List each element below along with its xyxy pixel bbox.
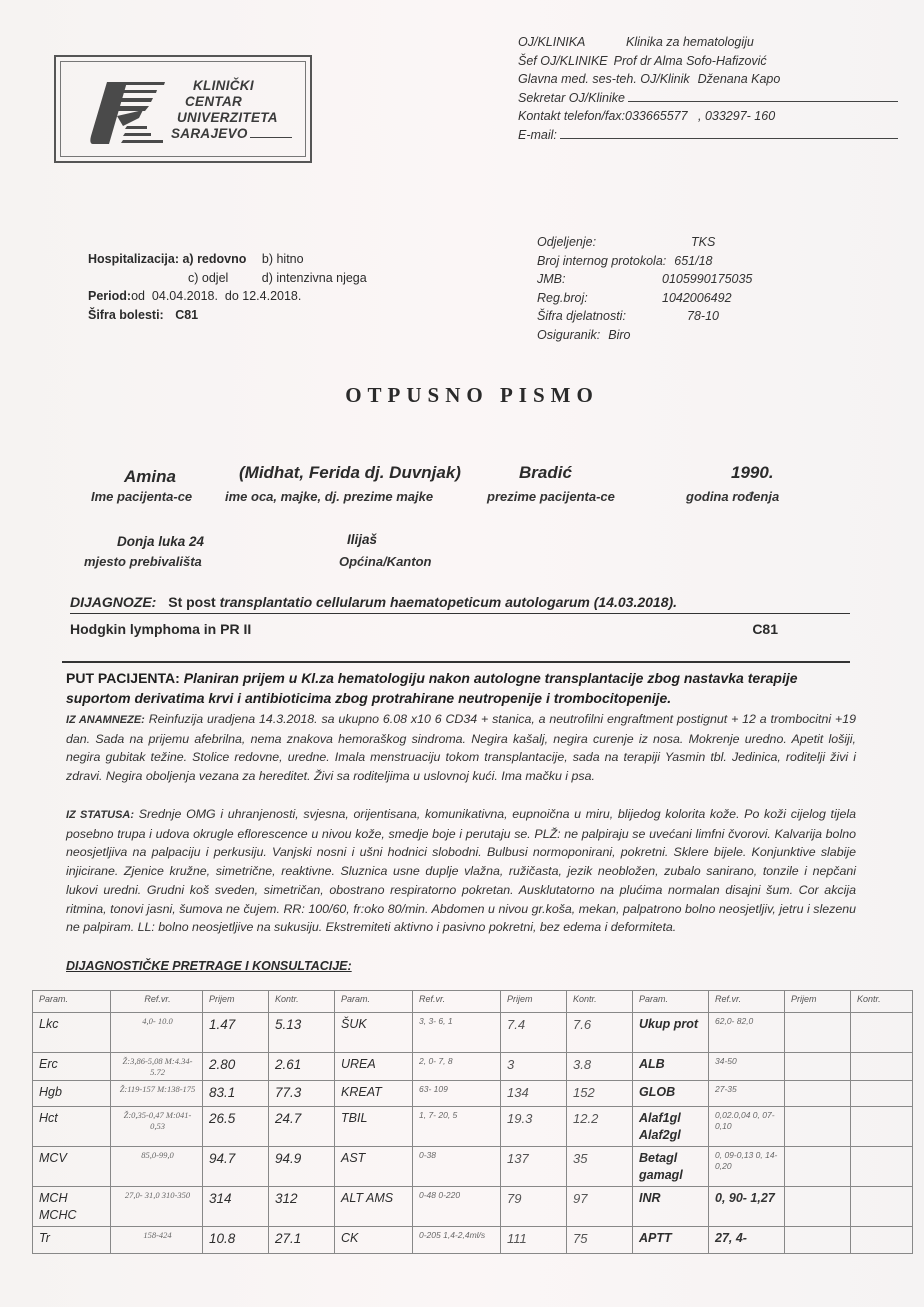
header-ref-1: Ref.vr.: [111, 991, 203, 1013]
lab-cell-kontr-1: 5.13: [269, 1013, 335, 1053]
lab-cell-param-2: ALT AMS: [335, 1187, 413, 1227]
header-ref-2: Ref.vr.: [413, 991, 501, 1013]
header-prijem-3: Prijem: [785, 991, 851, 1013]
lab-cell-param-3: Alaf1gl Alaf2gl: [633, 1107, 709, 1147]
logo-line-sarajevo-row: [171, 126, 292, 142]
diagnosis-secondary: Hodgkin lymphoma in PR II: [70, 621, 252, 637]
lab-results-table: [32, 990, 913, 1254]
patient-last-name-label: prezime pacijenta-ce: [487, 489, 615, 504]
logo-line-univerziteta: UNIVERZITETA: [177, 110, 278, 125]
clinic-oj-label: OJ/KLINIKA: [518, 35, 586, 49]
lab-cell-param-2: KREAT: [335, 1081, 413, 1107]
patient-address-label: mjesto prebivališta: [84, 554, 202, 569]
clinic-oj-row: [518, 33, 898, 52]
lab-cell-kontr-1: 24.7: [269, 1107, 335, 1147]
hospitalization-option-d: d) intenzivna njega: [261, 270, 367, 285]
clinic-nurse-row: [518, 70, 898, 89]
lab-cell-ref-2: 2, 0- 7, 8: [413, 1053, 501, 1081]
lab-cell-ref-1: Ž:0,35-0,47 M:041-0,53: [111, 1107, 203, 1147]
lab-cell-ref-1: 27,0- 31,0 310-350: [111, 1187, 203, 1227]
lab-cell-ref-2: 3, 3- 6, 1: [413, 1013, 501, 1053]
insured-row: [537, 326, 752, 345]
document-title: OTPUSNO PISMO: [345, 383, 599, 407]
patient-first-name: Amina: [124, 467, 176, 486]
period-row: [88, 287, 367, 306]
lab-cell-prijem-3: [785, 1053, 851, 1081]
reg-number-label: Reg.broj:: [537, 290, 588, 305]
anamnesis-text: Reinfuzija uradjena 14.3.2018. sa ukupno 6.08 x10 6 CD34 + stanica, a neutrofilni engraftment postignut + 12 a trombocitni +19 dan. Sada na prijemu afebrilna, nema znakova hemoraškog sindroma. Negira kašalj, negira curenje iz nosa. Mokrenje uredno. Apetit lošiji, negira gubitak težine. Stolice redovne, uredne. Imala menstruaciju tokom transplantacije, sada na terapiji Yasmin tbl. Jedinica, roditelji živi i zdravi. Negira oboljenja vezana za hereditet. Živi sa roditeljima u uslovnoj kući. Ima mačku i psa.: [66, 712, 857, 784]
hospitalization-label: Hospitalizacija:: [88, 252, 179, 266]
lab-cell-kontr-1: 312: [269, 1187, 335, 1227]
patient-parents: (Midhat, Ferida dj. Duvnjak): [239, 463, 461, 482]
lab-cell-ref-1: 4,0- 10.0: [111, 1013, 203, 1053]
lab-cell-kontr-3: [851, 1013, 913, 1053]
lab-cell-kontr-1: 27.1: [269, 1227, 335, 1254]
lab-cell-param-1: MCH MCHC: [33, 1187, 111, 1227]
lab-row: [33, 1013, 913, 1053]
protocol-label: Broj internog protokola:: [537, 253, 667, 268]
clinic-contact-row: [518, 107, 898, 126]
lab-cell-kontr-1: 94.9: [269, 1147, 335, 1187]
lab-cell-prijem-2: 111: [501, 1227, 567, 1254]
lab-cell-kontr-3: [851, 1081, 913, 1107]
lab-cell-ref-1: Ž:119-157 M:138-175: [111, 1081, 203, 1107]
lab-row: [33, 1107, 913, 1147]
lab-cell-kontr-3: [851, 1053, 913, 1081]
patient-last-name: Bradić: [519, 463, 572, 482]
patient-municipality: Ilijaš: [347, 532, 378, 547]
patient-municipality-label: Općina/Kanton: [339, 554, 432, 569]
clinic-secretary-row: [518, 89, 898, 108]
lab-cell-prijem-2: 3: [501, 1053, 567, 1081]
logo-line-centar: CENTAR: [185, 94, 243, 109]
logo-line-klinicki: KLINIČKI: [193, 78, 254, 93]
lab-cell-prijem-2: 137: [501, 1147, 567, 1187]
lab-cell-param-3: INR: [633, 1187, 709, 1227]
hospital-logo: [54, 55, 312, 163]
lab-cell-ref-3: 34-50: [709, 1053, 785, 1081]
patient-birth-year: 1990.: [731, 463, 774, 482]
lab-cell-param-1: Tr: [33, 1227, 111, 1254]
lab-cell-prijem-1: 1.47: [203, 1013, 269, 1053]
lab-cell-ref-1: 158-424: [111, 1227, 203, 1254]
lab-cell-kontr-3: [851, 1107, 913, 1147]
lab-cell-prijem-2: 19.3: [501, 1107, 567, 1147]
period-label: Period:: [88, 289, 132, 303]
anamnesis-label: IZ ANAMNEZE:: [66, 714, 145, 726]
lab-cell-kontr-1: 2.61: [269, 1053, 335, 1081]
department-label: Odjeljenje:: [537, 235, 597, 249]
clinic-contact-value: 033665577 , 033297- 160: [625, 109, 776, 123]
patient-course: [66, 668, 856, 708]
lab-cell-param-2: ŠUK: [335, 1013, 413, 1053]
lab-row: [33, 1187, 913, 1227]
section-divider: [62, 661, 850, 663]
lab-row: [33, 1053, 913, 1081]
lab-cell-param-3: GLOB: [633, 1081, 709, 1107]
lab-cell-ref-2: 63- 109: [413, 1081, 501, 1107]
lab-cell-kontr-2: 75: [567, 1227, 633, 1254]
header-param-2: Param.: [335, 991, 413, 1013]
activity-code-value: 78-10: [687, 309, 719, 323]
lab-cell-ref-2: 0-48 0-220: [413, 1187, 501, 1227]
clinic-nurse-value: Dženana Kapo: [697, 72, 781, 86]
lab-cell-param-1: Hgb: [33, 1081, 111, 1107]
diagnosis-secondary-code: C81: [752, 621, 778, 637]
logo-text: [171, 78, 292, 142]
department-value: TKS: [691, 235, 716, 249]
lab-cell-ref-1: 85,0-99,0: [111, 1147, 203, 1187]
lab-cell-ref-2: 1, 7- 20, 5: [413, 1107, 501, 1147]
lab-cell-prijem-3: [785, 1187, 851, 1227]
status-paragraph: [66, 805, 856, 937]
secretary-blank-line: [628, 89, 898, 102]
lab-table-body: [33, 1013, 913, 1254]
header-param-3: Param.: [633, 991, 709, 1013]
clinic-chief-value: Prof dr Alma Sofo-Hafizović: [613, 53, 767, 68]
lab-cell-param-1: Lkc: [33, 1013, 111, 1053]
diagnosis-primary-prefix: St post: [168, 594, 216, 610]
patient-course-label: PUT PACIJENTA:: [66, 670, 180, 686]
protocol-value: 651/18: [674, 253, 713, 268]
patient-first-name-label: Ime pacijenta-ce: [91, 489, 193, 504]
lab-row: [33, 1081, 913, 1107]
lab-cell-prijem-2: 7.4: [501, 1013, 567, 1053]
lab-cell-ref-3: 0,02.0,04 0, 07-0,10: [709, 1107, 785, 1147]
lab-cell-prijem-1: 10.8: [203, 1227, 269, 1254]
lab-cell-param-3: ALB: [633, 1053, 709, 1081]
lab-cell-param-2: AST: [335, 1147, 413, 1187]
diagnosis-primary: [168, 594, 677, 610]
lab-cell-param-1: Hct: [33, 1107, 111, 1147]
lab-row: [33, 1227, 913, 1254]
lab-cell-kontr-2: 3.8: [567, 1053, 633, 1081]
anamnesis-paragraph: [66, 710, 856, 786]
jmb-label: JMB:: [537, 272, 566, 286]
activity-code-row: [537, 307, 752, 326]
lab-cell-kontr-2: 12.2: [567, 1107, 633, 1147]
department-row: [537, 233, 752, 252]
lab-cell-param-1: Erc: [33, 1053, 111, 1081]
clinic-chief-row: [518, 52, 898, 71]
diagnosis-primary-row: [70, 594, 850, 614]
logo-line-sarajevo: SARAJEVO: [171, 126, 248, 141]
patient-course-text: Planiran prijem u Kl.za hematologiju nakon autologne transplantacije zbog nastavka terapije suportom derivatima krvi i antibioticima zbog protrahirane neutropenije i trombocitopenije.: [66, 670, 798, 706]
lab-cell-param-2: UREA: [335, 1053, 413, 1081]
header-kontr-3: Kontr.: [851, 991, 913, 1013]
hospitalization-option-b: b) hitno: [261, 252, 304, 266]
lab-cell-prijem-1: 83.1: [203, 1081, 269, 1107]
lab-cell-ref-2: 0-38: [413, 1147, 501, 1187]
clinic-email-row: [518, 126, 898, 145]
header-kontr-2: Kontr.: [567, 991, 633, 1013]
department-block: [537, 233, 752, 344]
hospitalization-row-1: [88, 250, 367, 269]
protocol-row: [537, 252, 752, 271]
disease-code-row: [88, 306, 367, 325]
hospitalization-option-c: c) odjel: [188, 270, 229, 285]
reg-number-row: [537, 289, 752, 308]
clinic-nurse-label: Glavna med. ses-teh. OJ/Klinik: [518, 72, 690, 86]
lab-cell-prijem-3: [785, 1147, 851, 1187]
lab-cell-prijem-1: 2.80: [203, 1053, 269, 1081]
header-param-1: Param.: [33, 991, 111, 1013]
lab-cell-prijem-1: 314: [203, 1187, 269, 1227]
diagnostics-heading: DIJAGNOSTIČKE PRETRAGE I KONSULTACIJE:: [66, 959, 352, 973]
diagnosis-primary-text: transplantatio cellularum haematopeticum autologarum (14.03.2018).: [219, 594, 678, 610]
lab-cell-ref-3: 27-35: [709, 1081, 785, 1107]
insured-label: Osiguranik:: [537, 327, 601, 342]
lab-cell-param-2: TBIL: [335, 1107, 413, 1147]
disease-code-value: C81: [175, 307, 199, 322]
lab-cell-param-2: CK: [335, 1227, 413, 1254]
lab-cell-kontr-3: [851, 1147, 913, 1187]
lab-cell-ref-2: 0-205 1,4-2,4ml/s: [413, 1227, 501, 1254]
lab-cell-prijem-3: [785, 1013, 851, 1053]
lab-header-row: [33, 991, 913, 1013]
header-ref-3: Ref.vr.: [709, 991, 785, 1013]
diagnosis-secondary-row: [70, 621, 850, 637]
clinic-contact-label: Kontakt telefon/fax:: [518, 109, 626, 123]
email-blank-line: [560, 126, 898, 139]
lab-cell-kontr-3: [851, 1187, 913, 1227]
clinic-header: [518, 33, 898, 144]
lab-row: [33, 1147, 913, 1187]
lab-cell-param-3: APTT: [633, 1227, 709, 1254]
status-label: IZ STATUSA:: [66, 809, 135, 821]
patient-address: Donja luka 24: [117, 534, 205, 549]
clinic-secretary-label: Sekretar OJ/Klinike: [518, 90, 625, 105]
patient-parents-label: ime oca, majke, dj. prezime majke: [225, 489, 434, 504]
lab-cell-ref-3: 27, 4-: [709, 1227, 785, 1254]
status-text: Srednje OMG i uhranjenosti, svjesna, orijentisana, komunikativna, eupnoična u miru, blijedog kolorita kože. Po koži cijelog tijela posebno trupa i udova okrugle eflorescence u nivou kože, smedje boje i perutaju se. PLŽ: ne palpiraju se uvećani limfni čvorovi. Kalvarija bolno neosjetljiva na palpaciju i perkusiju. Vanjski nosni i ušni hodnici slobodni. Bulbusi normoponirani, pokretni. Sklere bijele. Konjunktive slabije injicirane. Zjenice kružne, simetrične, reaktivne. Sluznica usne duplje vlažna, ružičasta, jezik neobložen, zubalo sanirano, tonzile i nepčani lukovi uredni. Grudni koš sveden, simetričan, obostrano respiratorno pokretan. Ausklutatorno na plućima normalan disajni šum. Cor akcija ritmina, tonovi jasni, šumova ne čujem. RR: 100/60, fr:oko 80/min. Abdomen u nivou gr.koša, mekan, palpatrono bolno neosjetljiv, jetru i slezenu ne palpiram. LL: bolno neosjetljive na sukusiju. Ekstremiteti aktivno i pasivno pokretni, bez edema i deformiteta.: [66, 807, 856, 935]
jmb-value: 0105990175035: [662, 272, 753, 286]
lab-cell-ref-3: 62,0- 82,0: [709, 1013, 785, 1053]
jmb-row: [537, 270, 752, 289]
lab-cell-kontr-2: 35: [567, 1147, 633, 1187]
lab-cell-prijem-1: 26.5: [203, 1107, 269, 1147]
lab-cell-prijem-3: [785, 1107, 851, 1147]
lab-cell-param-1: MCV: [33, 1147, 111, 1187]
activity-code-label: Šifra djelatnosti:: [537, 309, 626, 323]
lab-cell-ref-1: Ž:3,86-5,08 M:4.34-5.72: [111, 1053, 203, 1081]
diagnoses-label: DIJAGNOZE:: [70, 594, 157, 610]
clinic-email-label: E-mail:: [518, 127, 557, 142]
lab-cell-ref-3: 0, 90- 1,27: [709, 1187, 785, 1227]
header-prijem-2: Prijem: [501, 991, 567, 1013]
clinic-oj-value: Klinika za hematologiju: [626, 35, 754, 49]
header-kontr-1: Kontr.: [269, 991, 335, 1013]
lab-cell-kontr-2: 97: [567, 1187, 633, 1227]
lab-cell-kontr-1: 77.3: [269, 1081, 335, 1107]
logo-underline: [250, 137, 292, 138]
disease-code-label: Šifra bolesti:: [88, 307, 164, 322]
lab-cell-prijem-2: 79: [501, 1187, 567, 1227]
clinic-chief-label: Šef OJ/KLINIKE: [518, 53, 608, 68]
kcus-logo-icon: [87, 78, 167, 148]
lab-cell-kontr-2: 7.6: [567, 1013, 633, 1053]
lab-cell-prijem-3: [785, 1227, 851, 1254]
hospitalization-row-2: [88, 269, 367, 288]
lab-cell-prijem-3: [785, 1081, 851, 1107]
hospitalization-option-a: a) redovno: [182, 252, 247, 266]
reg-number-value: 1042006492: [662, 290, 732, 305]
insured-value: Biro: [608, 327, 631, 342]
lab-cell-prijem-2: 134: [501, 1081, 567, 1107]
lab-cell-kontr-3: [851, 1227, 913, 1254]
period-value: od 04.04.2018. do 12.4.2018.: [131, 289, 302, 303]
lab-cell-kontr-2: 152: [567, 1081, 633, 1107]
lab-cell-prijem-1: 94.7: [203, 1147, 269, 1187]
header-prijem-1: Prijem: [203, 991, 269, 1013]
lab-cell-ref-3: 0, 09-0,13 0, 14-0,20: [709, 1147, 785, 1187]
lab-cell-param-3: Betagl gamagl: [633, 1147, 709, 1187]
lab-cell-param-3: Ukup prot: [633, 1013, 709, 1053]
patient-birth-year-label: godina rođenja: [686, 489, 780, 504]
hospitalization-block: [88, 250, 367, 324]
